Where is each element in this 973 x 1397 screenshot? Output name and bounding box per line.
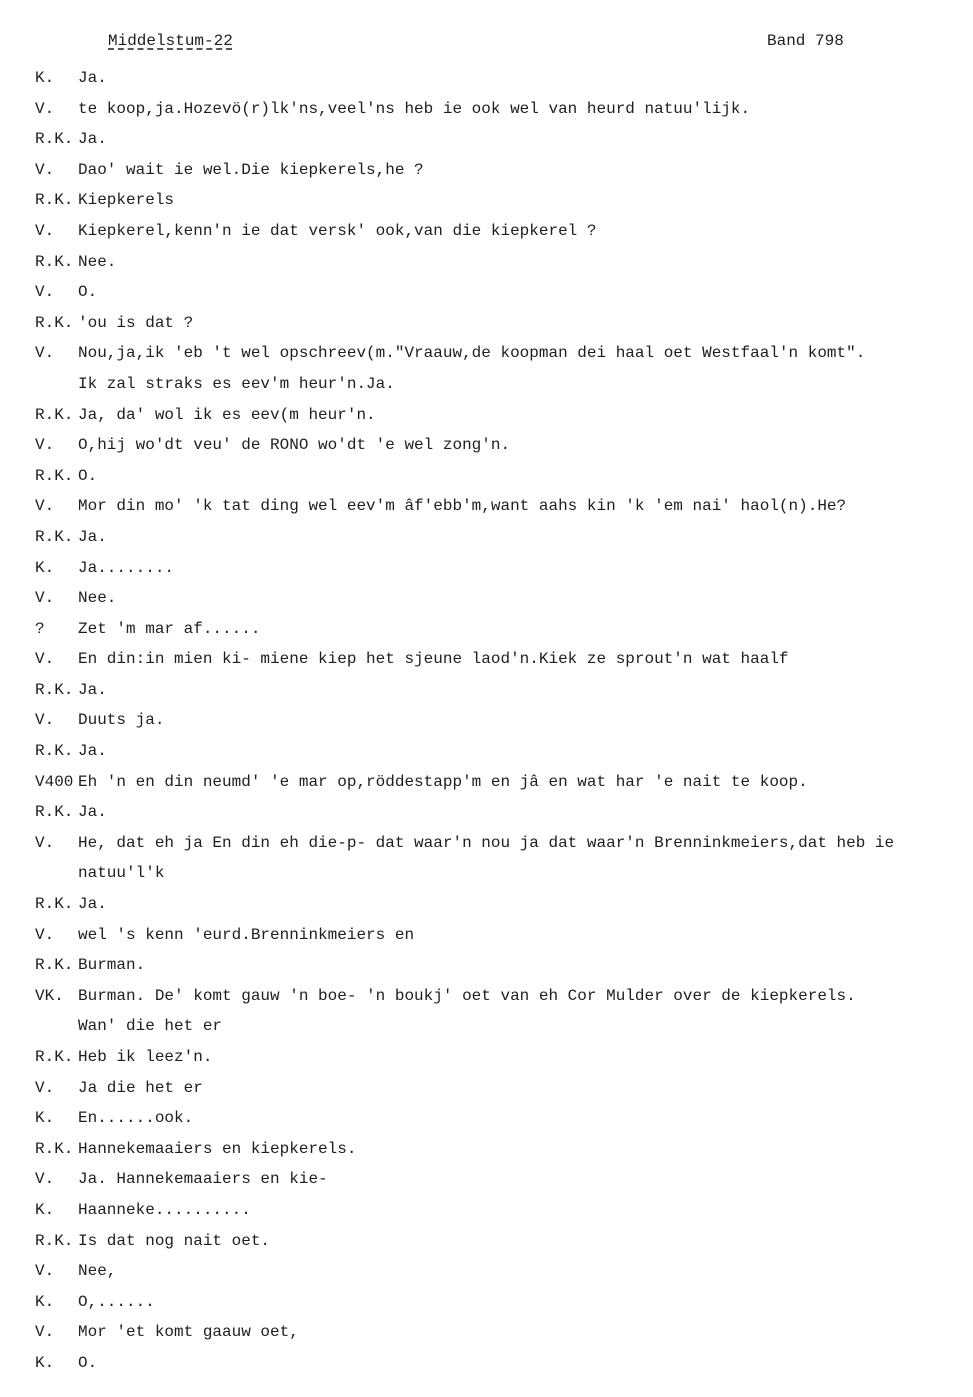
transcript-line <box>35 1164 973 1195</box>
speaker-label: K. <box>35 1109 55 1128</box>
speaker-label: V400 <box>35 772 74 791</box>
utterance-text: O,...... <box>78 1292 155 1311</box>
utterance-text: Ja. <box>78 69 107 87</box>
speaker-label: V. <box>35 589 55 608</box>
speaker-label: R.K. <box>35 895 74 914</box>
utterance-text: O. <box>78 466 98 485</box>
page-title: Middelstum-22 <box>108 32 233 50</box>
speaker-label: V. <box>35 1170 55 1189</box>
transcript-line <box>35 553 973 584</box>
transcript-line <box>35 920 973 951</box>
speaker-label: V. <box>35 650 55 669</box>
utterance-text: O,hij wo'dt veu' de RONO wo'dt 'e wel zong'n. <box>78 436 511 455</box>
transcript-line <box>35 430 973 461</box>
speaker-label: R.K. <box>35 130 74 149</box>
speaker-label: R.K. <box>35 1139 74 1158</box>
transcript-line <box>35 614 973 645</box>
speaker-label: R.K. <box>35 191 74 210</box>
speaker-label: K. <box>35 69 55 87</box>
utterance-text: Ja, da' wol ik es eev(m heur'n. <box>78 405 376 424</box>
speaker-label <box>35 858 78 889</box>
utterance-text: Heb ik leez'n. <box>78 1048 213 1066</box>
transcript-line <box>35 1256 973 1287</box>
band-number: Band 798 <box>767 32 844 50</box>
transcript-line <box>35 124 973 155</box>
speaker-label: R.K. <box>35 1231 74 1250</box>
transcript-line <box>35 1073 973 1104</box>
transcript-line <box>35 1134 973 1165</box>
utterance-text: Zet 'm mar af...... <box>78 619 261 638</box>
utterance-text: Ja. <box>78 895 107 914</box>
transcript-line <box>35 889 973 920</box>
transcript-line <box>35 369 973 400</box>
speaker-label: V. <box>35 1262 55 1281</box>
utterance-text: Dao' wait ie wel.Die kiepkerels,he ? <box>78 160 424 179</box>
utterance-text: Ja die het er <box>78 1078 203 1097</box>
utterance-text: Ja. <box>78 803 107 822</box>
speaker-label: R.K. <box>35 803 74 822</box>
transcript-line <box>35 981 973 1012</box>
speaker-label: VK. <box>35 986 64 1005</box>
speaker-label: V. <box>35 344 55 363</box>
utterance-text: Ja. <box>78 680 107 699</box>
utterance-text: Mor 'et komt gaauw oet, <box>78 1323 299 1342</box>
transcript-line <box>35 1226 973 1257</box>
speaker-label: V. <box>35 160 55 179</box>
transcript-line <box>35 705 973 736</box>
transcript-line <box>35 522 973 553</box>
utterance-text: Nou,ja,ik 'eb 't wel opschreev(m."Vraauw,de koopman dei haal oet Westfaal'n komt". <box>78 344 866 363</box>
utterance-text: Duuts ja. <box>78 711 165 730</box>
utterance-text: Ja. <box>78 527 107 546</box>
transcript-line <box>35 675 973 706</box>
utterance-text: En......ook. <box>78 1109 194 1128</box>
utterance-text: Kiepkerel,kenn'n ie dat versk' ook,van die kiepkerel ? <box>78 221 597 240</box>
utterance-text: Hannekemaaiers en kiepkerels. <box>78 1139 357 1158</box>
transcript-line <box>35 644 973 675</box>
speaker-label: V. <box>35 436 55 455</box>
utterance-text: Nee. <box>78 589 117 608</box>
transcript-line <box>35 277 973 308</box>
utterance-text: Burman. <box>78 956 146 975</box>
speaker-label: K. <box>35 1200 55 1219</box>
transcript-line <box>35 1348 973 1379</box>
speaker-label: R.K. <box>35 1048 74 1066</box>
transcript-line <box>35 216 973 247</box>
speaker-label <box>35 369 78 400</box>
transcript-line <box>35 491 973 522</box>
utterance-text: Is dat nog nait oet. <box>78 1231 271 1250</box>
utterance-text: Ja........ <box>78 558 175 577</box>
utterance-text: Mor din mo' 'k tat ding wel eev'm âf'ebb'm,want aahs kin 'k 'em nai' haol(n).He? <box>78 497 847 516</box>
transcript-line <box>35 1042 973 1073</box>
utterance-text: Eh 'n en din neumd' 'e mar op,röddestapp'm en jâ en wat har 'e nait te koop. <box>78 772 808 791</box>
speaker-label: V. <box>35 925 55 944</box>
speaker-label: V. <box>35 833 55 852</box>
speaker-label: V. <box>35 99 55 118</box>
speaker-label: V. <box>35 1323 55 1342</box>
transcript-line <box>35 828 973 859</box>
transcript-line <box>35 858 973 889</box>
utterance-text: Ja. Hannekemaaiers en kie- <box>78 1170 328 1189</box>
utterance-text: He, dat eh ja En din eh die-p- dat waar'n nou ja dat waar'n Brenninkmeiers,dat heb ie <box>78 833 895 852</box>
utterance-text: Nee. <box>78 252 117 271</box>
utterance-text: Ik zal straks es eev'm heur'n.Ja. <box>78 374 395 393</box>
utterance-text: Ja. <box>78 130 107 149</box>
transcript-line <box>35 63 973 94</box>
utterance-text: Ja. <box>78 742 107 761</box>
speaker-label: R.K. <box>35 252 74 271</box>
utterance-text: 'ou is dat ? <box>78 313 194 332</box>
utterance-text: Wan' die het er <box>78 1017 223 1036</box>
transcript-line <box>35 1287 973 1318</box>
transcript-line <box>35 94 973 125</box>
transcript-line <box>35 461 973 492</box>
speaker-label: K. <box>35 1353 55 1372</box>
transcript-line <box>35 338 973 369</box>
utterance-text: wel 's kenn 'eurd.Brenninkmeiers en <box>78 925 415 944</box>
transcript-line <box>35 1317 973 1348</box>
speaker-label: ? <box>35 619 45 638</box>
transcript-line <box>35 185 973 216</box>
utterance-text: natuu'l'k <box>78 864 165 883</box>
transcript-line <box>35 1195 973 1226</box>
transcript-line <box>35 1011 973 1042</box>
utterance-text: Nee, <box>78 1262 117 1281</box>
speaker-label: V. <box>35 283 55 302</box>
speaker-label: R.K. <box>35 466 74 485</box>
utterance-text: En din:in mien ki- miene kiep het sjeune laod'n.Kiek ze sprout'n wat haalf <box>78 650 789 669</box>
transcript-line <box>35 400 973 431</box>
speaker-label: V. <box>35 711 55 730</box>
utterance-text: O. <box>78 283 98 302</box>
transcript-line <box>35 247 973 278</box>
speaker-label: R.K. <box>35 742 74 761</box>
speaker-label: K. <box>35 558 55 577</box>
speaker-label: V. <box>35 1078 55 1097</box>
transcript-line <box>35 155 973 186</box>
speaker-label: R.K. <box>35 405 74 424</box>
transcript-lines <box>35 63 973 1379</box>
transcript-line <box>35 736 973 767</box>
speaker-label <box>35 1011 78 1042</box>
speaker-label: V. <box>35 497 55 516</box>
transcript-line <box>35 797 973 828</box>
utterance-text: Haanneke.......... <box>78 1200 251 1219</box>
utterance-text: Burman. De' komt gauw 'n boe- 'n boukj' oet van eh Cor Mulder over de kiepkerels. <box>78 986 856 1005</box>
speaker-label: V. <box>35 221 55 240</box>
speaker-label: R.K. <box>35 956 74 975</box>
transcript-line <box>35 583 973 614</box>
speaker-label: R.K. <box>35 313 74 332</box>
utterance-text: Kiepkerels <box>78 191 175 210</box>
speaker-label: R.K. <box>35 527 74 546</box>
transcript-line <box>35 950 973 981</box>
speaker-label: R.K. <box>35 680 74 699</box>
transcript-line <box>35 308 973 339</box>
utterance-text: te koop,ja.Hozevö(r)lk'ns,veel'ns heb ie ook wel van heurd natuu'lijk. <box>78 99 751 118</box>
transcript-line <box>35 1103 973 1134</box>
speaker-label: K. <box>35 1292 55 1311</box>
utterance-text: O. <box>78 1353 98 1372</box>
transcript-line <box>35 767 973 798</box>
